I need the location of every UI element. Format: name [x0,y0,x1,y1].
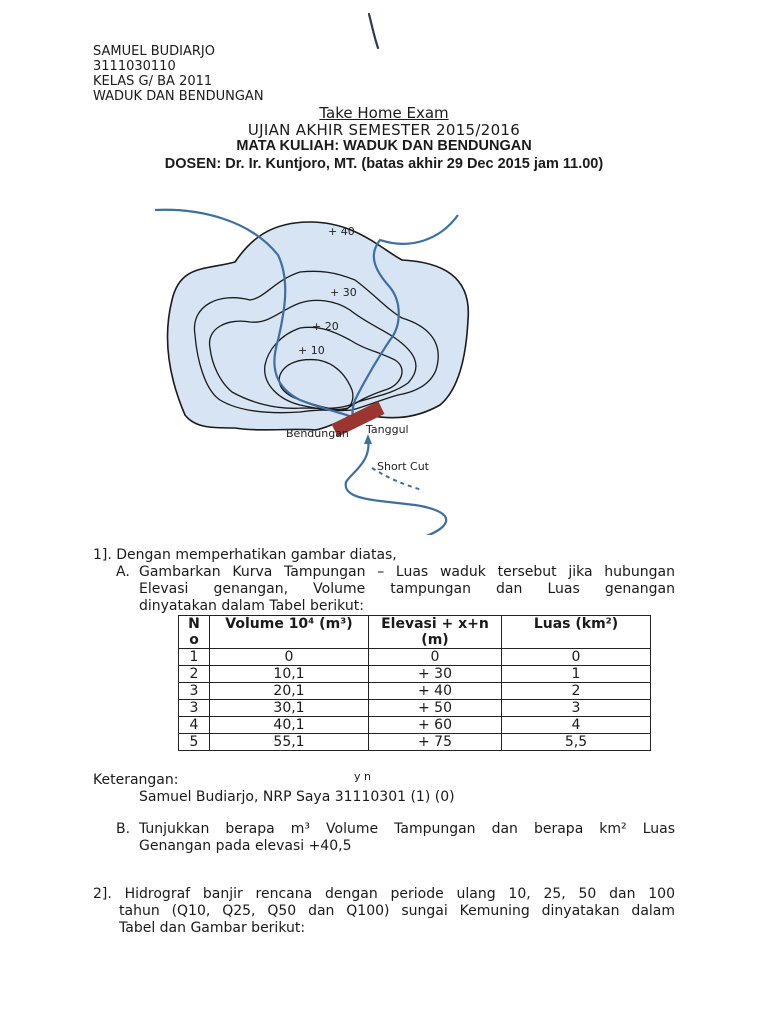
label-40: + 40 [328,225,355,238]
cell: 30,1 [210,700,369,717]
table-row [179,649,651,666]
table-header-row [179,616,651,649]
col-luas: Luas (km²) [502,616,651,649]
cell: 0 [502,649,651,666]
course-title: MATA KULIAH: WADUK DAN BENDUNGAN [236,138,532,154]
table-row [179,734,651,751]
keterangan-label: Keterangan: [93,772,179,788]
student-class: KELAS G/ BA 2011 [93,74,213,89]
cell: 5 [179,734,210,751]
reservoir-map [140,200,480,535]
subject-line: WADUK DAN BENDUNGAN [93,89,264,104]
cell: 5,5 [502,734,651,751]
cell: 0 [369,649,502,666]
cell: 3 [179,700,210,717]
label-short-cut: Short Cut [377,460,429,473]
table-row [179,717,651,734]
label-30: + 30 [330,286,357,299]
cell: 3 [179,683,210,700]
cell: + 30 [369,666,502,683]
q2-line3: Tabel dan Gambar berikut: [119,920,306,936]
cell: 1 [179,649,210,666]
lecturer-line: DOSEN: Dr. Ir. Kuntjoro, MT. (batas akhir 29 Dec 2015 jam 11.00) [164,156,604,172]
cell: + 60 [369,717,502,734]
label-bendungan: Bendungan [286,427,349,440]
label-20: + 20 [312,320,339,333]
col-no: N o [179,616,210,649]
exam-title: Take Home Exam [319,104,449,122]
cell: 2 [502,683,651,700]
cell: + 40 [369,683,502,700]
keterangan-note: Samuel Budiarjo, NRP Saya 31110301 (1) (0) [139,789,455,805]
q1a-line3: dinyatakan dalam Tabel berikut: [139,598,364,614]
storage-table [178,615,651,751]
col-elevasi: Elevasi + x+n (m) [369,616,502,649]
semester-title: UJIAN AKHIR SEMESTER 2015/2016 [247,121,521,139]
q2-line2: tahun (Q10, Q25, Q50 dan Q100) sungai Kemuning dinyatakan dalam [119,903,675,919]
q2-line1: 2]. Hidrograf banjir rencana dengan periode ulang 10, 25, 50 dan 100 [93,886,675,902]
cell: 0 [210,649,369,666]
cell: 4 [179,717,210,734]
q1b-label: B. [116,821,131,837]
cell: + 75 [369,734,502,751]
yn-note: y n [354,770,371,783]
table-row [179,683,651,700]
student-name: SAMUEL BUDIARJO [93,44,215,59]
cell: 3 [502,700,651,717]
cell: + 50 [369,700,502,717]
cell: 4 [502,717,651,734]
cell: 1 [502,666,651,683]
label-tanggul: Tanggul [366,423,409,436]
cell: 40,1 [210,717,369,734]
q1a-line2: Elevasi genangan, Volume tampungan dan Luas genangan [139,581,675,597]
q1a-label: A. [116,564,130,580]
table-row [179,700,651,717]
table-row [179,666,651,683]
label-10: + 10 [298,344,325,357]
col-volume: Volume 10⁴ (m³) [210,616,369,649]
cell: 55,1 [210,734,369,751]
pen-mark [360,10,390,55]
cell: 20,1 [210,683,369,700]
q1b-line1: Tunjukkan berapa m³ Volume Tampungan dan berapa km² Luas [139,821,675,837]
cell: 2 [179,666,210,683]
river-downstream [346,438,447,535]
q1-intro: 1]. Dengan memperhatikan gambar diatas, [93,547,397,563]
cell: 10,1 [210,666,369,683]
student-nrp: 3111030110 [93,59,176,74]
q1b-line2: Genangan pada elevasi +40,5 [139,838,352,854]
q1a-line1: Gambarkan Kurva Tampungan – Luas waduk tersebut jika hubungan [139,564,675,580]
